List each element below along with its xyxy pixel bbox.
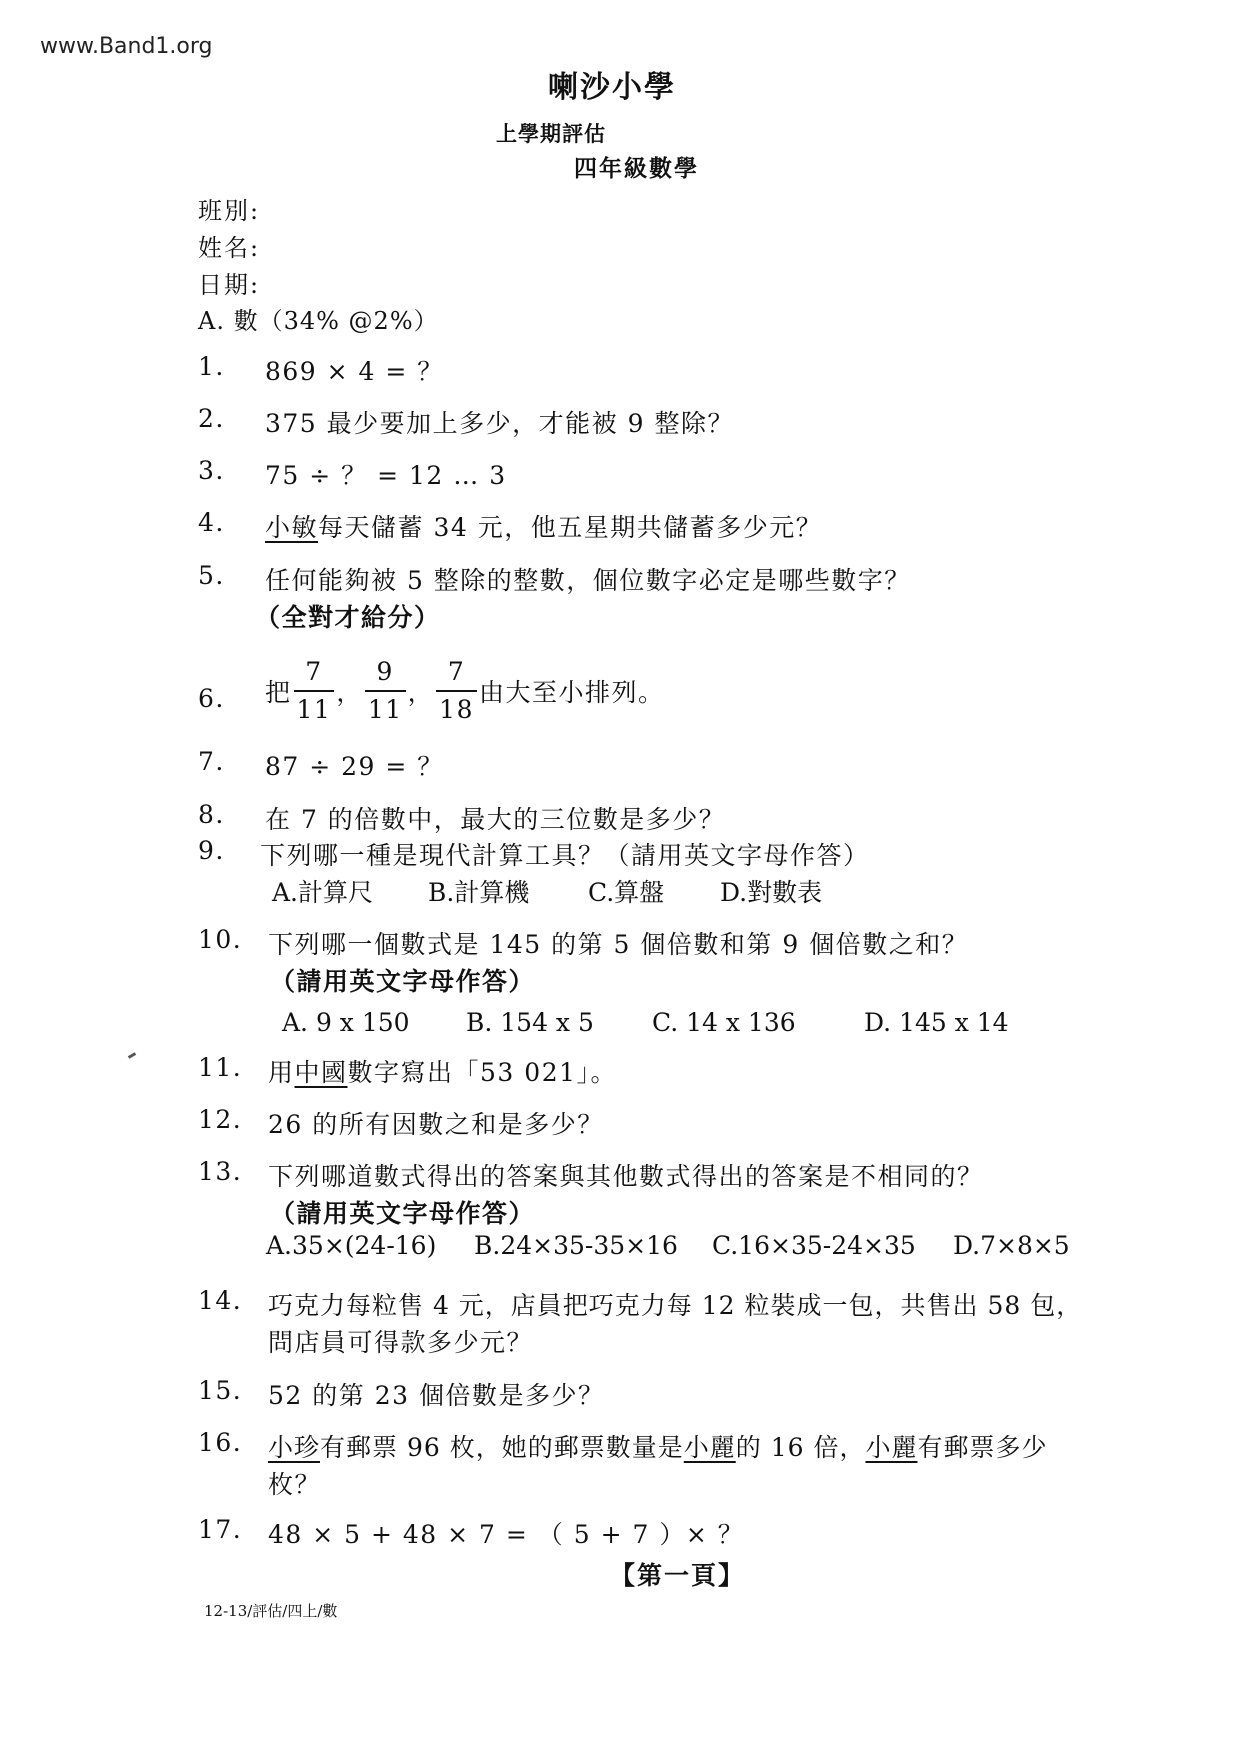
- question-16-line-2: 枚？: [268, 1470, 322, 1499]
- page-number: 【第一頁】: [610, 1561, 746, 1590]
- question-4-number: 4.: [198, 508, 225, 537]
- question-5-note: （全對才給分）: [255, 603, 441, 632]
- question-3-text: 75 ÷ ？ = 12 … 3: [265, 461, 507, 490]
- question-4-body: 每天儲蓄 34 元，他五星期共儲蓄多少元？: [318, 513, 823, 542]
- fraction-1-denominator: 11: [296, 695, 332, 724]
- question-9-option-c: C.算盤: [588, 878, 665, 907]
- fraction-2-numerator: 9: [365, 654, 406, 692]
- question-5-text: 任何能夠被 5 整除的整數，個位數字必定是哪些數字？: [265, 566, 911, 595]
- question-14-line-1: 巧克力每粒售 4 元，店員把巧克力每 12 粒裝成一包，共售出 58 包，: [268, 1291, 1083, 1320]
- question-13-option-b: B.24×35-35×16: [474, 1231, 678, 1260]
- question-16-end: 有郵票多少: [917, 1433, 1048, 1462]
- document-code: 12-13/評估/四上/數: [204, 1602, 338, 1620]
- question-16-name-3: 小麗: [865, 1433, 918, 1462]
- site-watermark: www.Band1.org: [40, 34, 213, 59]
- question-6-prefix: 把: [265, 678, 292, 707]
- question-7-text: 87 ÷ 29 = ？: [265, 752, 444, 781]
- question-17-text: 48 × 5 + 48 × 7 = （ 5 + 7 ）× ？: [268, 1520, 745, 1549]
- question-16-name-2: 小麗: [683, 1433, 736, 1462]
- question-16-number: 16.: [198, 1428, 243, 1457]
- question-2-number: 2.: [198, 404, 225, 433]
- question-12-text: 26 的所有因數之和是多少？: [268, 1110, 604, 1139]
- question-10-option-a: A. 9 x 150: [282, 1008, 410, 1037]
- question-6-text: [265, 654, 665, 728]
- name-field-label: 姓名:: [198, 234, 261, 262]
- question-4-text: [265, 508, 822, 544]
- question-11-text: [268, 1053, 617, 1089]
- question-13-option-a: A.35×(24-16): [266, 1231, 437, 1260]
- question-11-underlined: 中國: [294, 1058, 348, 1087]
- question-9-option-d: D.對數表: [720, 878, 823, 907]
- question-11-post: 數字寫出「53 021」。: [347, 1058, 618, 1087]
- section-a-title: A. 數（34% @2%）: [198, 307, 439, 335]
- fraction-3-numerator: 7: [436, 654, 477, 692]
- question-8-number: 8.: [198, 800, 225, 829]
- question-16-mid-2: 的 16 倍，: [735, 1433, 866, 1462]
- question-9-option-a: A.計算尺: [272, 878, 374, 907]
- question-13-option-d: D.7×8×5: [953, 1231, 1070, 1260]
- question-16-mid-1: 有郵票 96 枚，她的郵票數量是: [320, 1433, 684, 1462]
- fraction-2: [365, 654, 406, 728]
- question-9-number: 9.: [198, 836, 225, 865]
- question-8-text: 在 7 的倍數中，最大的三位數是多少？: [265, 805, 726, 834]
- question-17-number: 17.: [198, 1515, 243, 1544]
- fraction-2-denominator: 11: [367, 695, 403, 724]
- question-6-number: 6.: [198, 684, 225, 713]
- class-field-label: 班別:: [198, 197, 261, 225]
- question-10-number: 10.: [198, 925, 243, 954]
- question-10-option-b: B. 154 x 5: [466, 1008, 594, 1037]
- question-15-text: 52 的第 23 個倍數是多少？: [268, 1381, 605, 1410]
- fraction-separator: ，: [407, 678, 435, 707]
- question-13-number: 13.: [198, 1157, 243, 1186]
- question-6-suffix: 由大至小排列。: [478, 678, 665, 707]
- question-16-line-1: [268, 1428, 1048, 1464]
- term-title: 上學期評估: [496, 121, 606, 146]
- question-13-text: 下列哪道數式得出的答案與其他數式得出的答案是不相同的？: [268, 1162, 984, 1191]
- stray-pen-mark: [128, 1052, 136, 1059]
- question-15-number: 15.: [198, 1376, 243, 1405]
- question-11-number: 11.: [198, 1053, 243, 1082]
- question-9-text: 下列哪一種是現代計算工具？（請用英文字母作答）: [260, 841, 870, 870]
- fraction-1-numerator: 7: [294, 654, 335, 692]
- question-13-option-c: C.16×35-24×35: [712, 1231, 916, 1260]
- fraction-3-denominator: 18: [439, 695, 474, 724]
- question-7-number: 7.: [198, 747, 225, 776]
- fraction-3: [436, 654, 477, 728]
- question-3-number: 3.: [198, 456, 225, 485]
- question-12-number: 12.: [198, 1105, 243, 1134]
- question-4-name: 小敏: [265, 513, 319, 542]
- subject-title: 四年級數學: [574, 155, 699, 182]
- date-field-label: 日期:: [198, 271, 261, 299]
- question-5-number: 5.: [198, 561, 225, 590]
- question-11-pre: 用: [268, 1058, 295, 1087]
- question-1-text: 869 × 4 = ？: [265, 357, 444, 386]
- question-14-line-2: 問店員可得款多少元？: [268, 1328, 534, 1357]
- question-10-note: （請用英文字母作答）: [270, 967, 536, 996]
- question-13-note: （請用英文字母作答）: [270, 1199, 536, 1228]
- question-2-text: 375 最少要加上多少，才能被 9 整除？: [265, 409, 734, 438]
- fraction-separator: ，: [336, 678, 363, 707]
- question-10-text: 下列哪一個數式是 145 的第 5 個倍數和第 9 個倍數之和？: [268, 930, 969, 959]
- fraction-1: [294, 654, 335, 728]
- question-1-number: 1.: [198, 352, 225, 381]
- question-16-name-1: 小珍: [268, 1433, 321, 1462]
- question-10-option-d: D. 145 x 14: [864, 1008, 1009, 1037]
- question-14-number: 14.: [198, 1286, 243, 1315]
- question-9-option-b: B.計算機: [428, 878, 530, 907]
- school-name: 喇沙小學: [548, 70, 676, 105]
- question-10-option-c: C. 14 x 136: [652, 1008, 796, 1037]
